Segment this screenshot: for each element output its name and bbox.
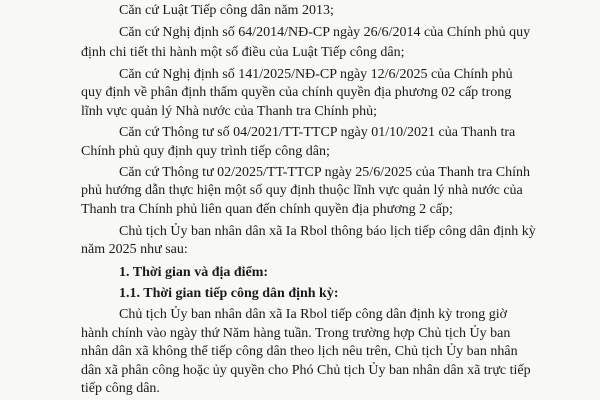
body-line: Chủ tịch Ủy ban nhân dân xã Ia Rbol tiếp công dân định kỳ trong giờ xyxy=(119,307,508,323)
legal-basis-line: định chi tiết thi hành một số điều của Luật Tiếp công dân; xyxy=(81,44,405,60)
legal-basis-line: Căn cứ Thông tư 02/2025/TT-TTCP ngày 25/6/2025 của Thanh tra Chính xyxy=(119,164,531,180)
section-1-1-heading: 1.1. Thời gian tiếp công dân định kỳ: xyxy=(119,285,339,301)
body-line: tiếp công dân. xyxy=(81,381,160,396)
legal-basis-line: Căn cứ Thông tư số 04/2021/TT-TTCP ngày 01/10/2021 của Thanh tra xyxy=(119,125,516,140)
legal-basis-line: Căn cứ Nghị định số 64/2014/NĐ-CP ngày 26/6/2014 của Chính phủ quy xyxy=(119,25,531,41)
legal-basis-line: Thanh tra Chính phủ liên quan đến chính quyền địa phương 2 cấp; xyxy=(81,201,453,217)
legal-basis-line: quy định về phân định thẩm quyền của chính quyền địa phương 02 cấp trong xyxy=(81,85,512,101)
legal-basis-line: lĩnh vực quản lý Nhà nước của Thanh tra Chính phủ; xyxy=(81,103,378,119)
legal-basis-line: Căn cứ Nghị định số 141/2025/NĐ-CP ngày 12/6/2025 của Chính phủ xyxy=(119,66,513,82)
body-line: dân xã phân công hoặc ủy quyền cho Phó Chủ tịch Ủy ban nhân dân xã trực tiếp xyxy=(81,362,531,378)
announcement-line: năm 2025 như sau: xyxy=(81,242,188,258)
section-1-heading: 1. Thời gian và địa điểm: xyxy=(119,264,269,280)
legal-basis-line: Căn cứ Luật Tiếp công dân năm 2013; xyxy=(119,3,334,18)
announcement-line: Chủ tịch Ủy ban nhân dân xã Ia Rbol thông báo lịch tiếp công dân định kỳ xyxy=(119,223,536,239)
legal-basis-line: Chính phủ quy định quy trình tiếp công dân; xyxy=(81,143,330,159)
body-line: hành chính vào ngày thứ Năm hàng tuần. Trong trường hợp Chủ tịch Ủy ban xyxy=(81,325,511,341)
body-line: nhân dân xã không thể tiếp công dân theo lịch nêu trên, Chủ tịch Ủy ban nhân xyxy=(81,344,518,359)
legal-basis-line: phủ hướng dẫn thực hiện một số quy định thuộc lĩnh vực quản lý nhà nước của xyxy=(81,183,523,199)
